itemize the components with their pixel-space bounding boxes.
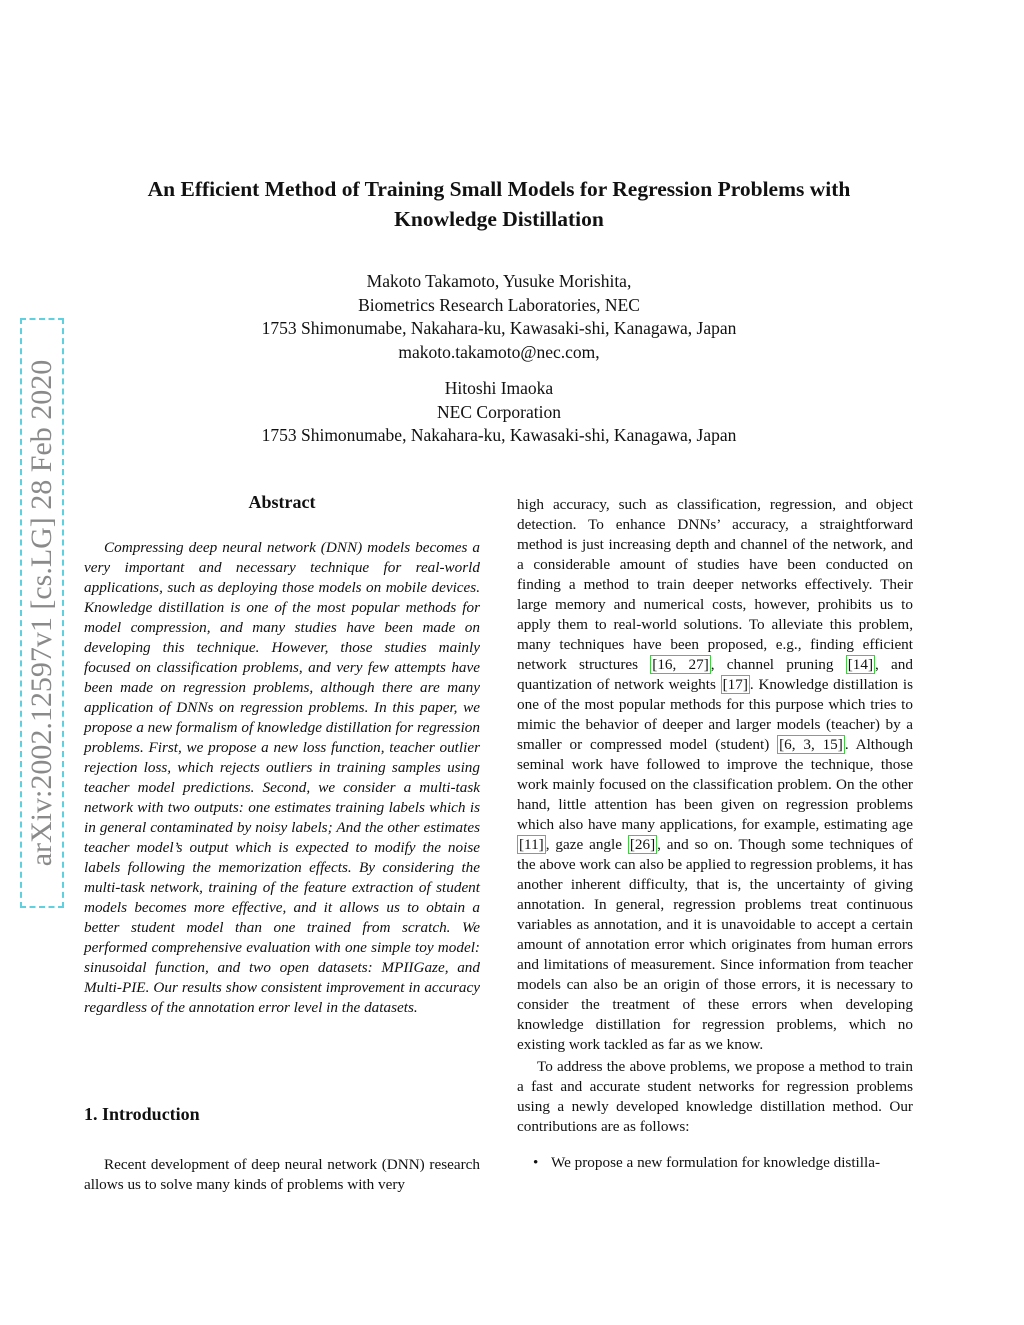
citation-26[interactable]: [26] [629,836,656,853]
right-column [517,495,913,1173]
email-1: makoto.takamoto@nec.com, [398,341,600,362]
contribution-text: We propose a new formulation for knowledge distilla- [551,1154,881,1171]
arxiv-sidebar-stamp [20,318,64,908]
address-1: 1753 Shimonumabe, Nakahara-ku, Kawasaki-shi, Kanagawa, Japan [261,318,737,338]
bullet-dot-icon: • [533,1154,539,1171]
citation-16-27[interactable]: [16, 27] [652,656,709,673]
intro-paragraph-left: Recent development of deep neural network (DNN) research allows us to solve many kinds of problems with very [84,1156,480,1193]
abstract-text: Compressing deep neural network (DNN) models becomes a very important and necessary technique for real-world applications, such as deploying those models on mobile devices. Knowledge distillation is one of the most popular methods for model compression, and many studies have been made on developing this technique. However, those studies mainly focused on classification problems, and very few attempts have been made on regression problems, although there are many application of DNNs on regression problems. In this paper, we propose a new formalism of knowledge distillation for regression problems. First, we propose a new loss function, teacher outlier rejection loss, which rejects outliers in training samples using teacher model predictions. Second, we consider a multi-task network with two outputs: one estimates training labels which is in general contaminated by noisy labels; And the other estimates teacher model’s output which is expected to modify the noise labels following the memorization effects. By considering the multi-task network, training of the feature extraction of student models becomes more effective, and it allows us to obtain a better student model than one trained from scratch. We performed comprehensive evaluation with one simple toy model: sinusoidal function, and two open datasets: MPIIGaze, and Multi-PIE. Our results show consistent improvement in accuracy regardless of the annotation error level in the datasets. [84,539,480,1016]
contribution-list-item [517,1153,913,1173]
citation-11[interactable]: [11] [519,836,544,853]
author-names-1: Makoto Takamoto, Yusuke Morishita, [366,271,632,291]
abstract-heading: Abstract [248,492,316,512]
intro-paragraph-2: To address the above problems, we propose a method to train a fast and accurate student networks for regression problems using a newly developed knowledge distillation method. Our contributions are as follows: [517,1058,913,1135]
paper-title [90,174,908,234]
citation-6-3-15[interactable]: [6, 3, 15] [779,736,843,753]
citation-14[interactable]: [14] [847,656,874,673]
section-heading-introduction: 1. Introduction [84,1104,200,1124]
author-block [90,270,908,448]
affiliation-1: Biometrics Research Laboratories, NEC [358,294,640,315]
arxiv-id: arXiv:2002.12597v1 [cs.LG] 28 Feb 2020 [25,359,58,867]
citation-17[interactable]: [17] [722,676,748,693]
affiliation-2: NEC Corporation [437,401,561,422]
address-2: 1753 Shimonumabe, Nakahara-ku, Kawasaki-shi, Kanagawa, Japan [261,425,737,445]
author-names-2: Hitoshi Imaoka [444,378,554,398]
intro-paragraph-1: high accuracy, such as classification, regression, and object detection. To enhance DNNs’ accuracy, a straightforward method is just increasing depth and channel of the network, and a considerable amount of studies have been conducted on finding a method to train deeper networks effectively. Their large memory and numerical costs, however, prohibits us to apply them to real-world solutions. To alleviate this problem, many techniques have been proposed, e.g., finding efficient network structures [16, 27] , channel pruning [14] , and quantization of network weights [17] . Knowledge distillation is one of the most popular methods for this purpose which tries to mimic the behavior of deeper and larger models (teacher) by a smaller or compressed model (student) [6, 3, 15] . Although seminal work have followed to improve the technique, those work mainly focused on the classification problem. On the other hand, little attention has been given on regression problems which also have many applications, for example, estimating age [11] , gaze angle [26] , and so on. Though some techniques of the above work can also be applied to regression problems, it has another inherent difficulty, that is, the uncertainty of giving annotation. In general, regression problems treat continuous variables as annotation, and it is unavoidable to accept a certain amount of annotation error which originates from human errors and limitations of measurement. Since information from teacher models can also be an origin of those errors, it is necessary to consider the treatment of these errors when developing knowledge distillation for regression problems, which no existing work tackled as far as we know. [517,496,913,1053]
title-line-2: Knowledge Distillation [394,207,604,231]
title-line-1: An Efficient Method of Training Small Models for Regression Problems with [147,177,851,201]
